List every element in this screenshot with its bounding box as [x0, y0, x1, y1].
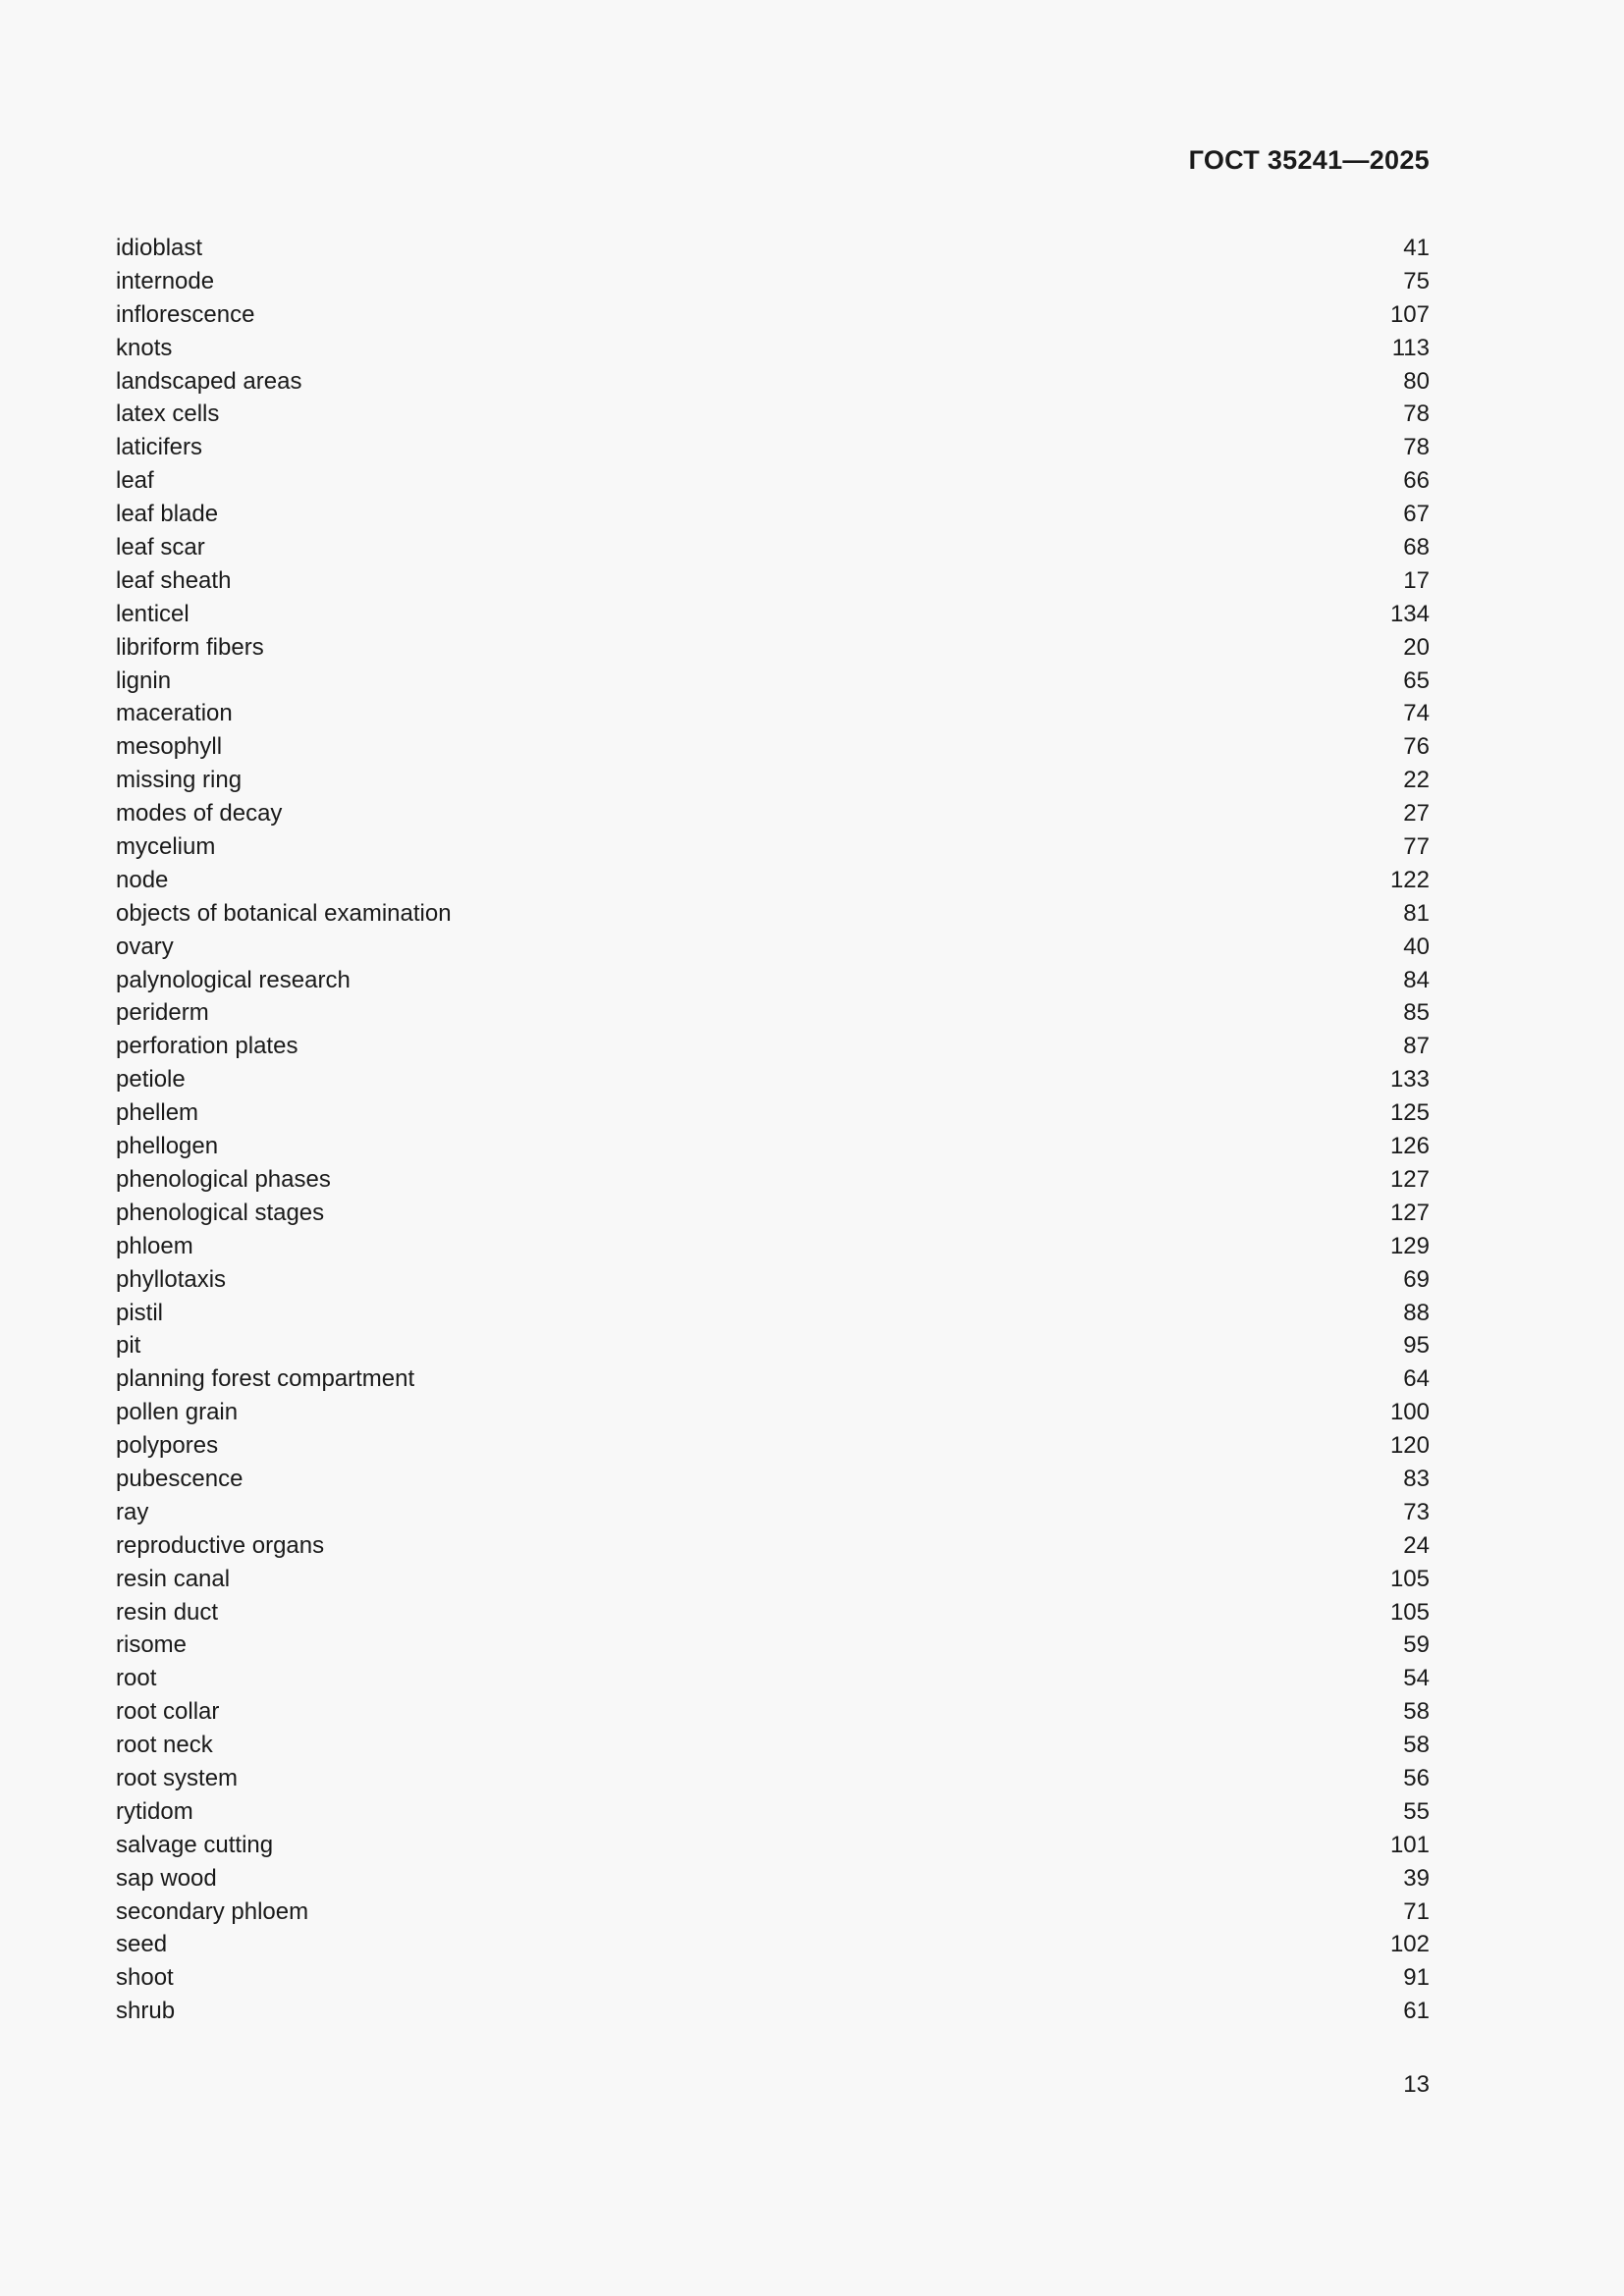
- index-reference-number: 113: [1391, 334, 1430, 361]
- index-term: ovary: [116, 933, 174, 960]
- index-entry: [116, 1263, 1430, 1297]
- index-entry: [116, 1030, 1430, 1063]
- index-term: lignin: [116, 667, 172, 694]
- index-reference-number: 65: [1403, 667, 1430, 694]
- index-term: pubescence: [116, 1465, 244, 1492]
- index-entry: [116, 1529, 1430, 1563]
- index-entry: [116, 1463, 1430, 1496]
- index-reference-number: 105: [1389, 1565, 1430, 1592]
- index-term: leaf scar: [116, 534, 205, 561]
- index-term: periderm: [116, 999, 209, 1027]
- index-term: pollen grain: [116, 1399, 239, 1426]
- index-entry: [116, 431, 1430, 464]
- index-entry: [116, 1596, 1430, 1629]
- index-entry: [116, 598, 1430, 631]
- index-entry: [116, 1862, 1430, 1896]
- index-term: salvage cutting: [116, 1831, 274, 1858]
- index-reference-number: 100: [1389, 1399, 1430, 1426]
- index-reference-number: 67: [1403, 501, 1430, 528]
- index-term: leaf blade: [116, 501, 219, 528]
- index-reference-number: 68: [1403, 534, 1430, 561]
- index-reference-number: 88: [1403, 1299, 1430, 1326]
- index-entry: [116, 697, 1430, 730]
- index-term: node: [116, 866, 169, 893]
- index-term: resin duct: [116, 1598, 219, 1626]
- index-entry: [116, 1230, 1430, 1263]
- index-term: sap wood: [116, 1864, 217, 1892]
- index-entry: [116, 665, 1430, 698]
- index-reference-number: 61: [1403, 1998, 1430, 2025]
- index-entry: [116, 1729, 1430, 1762]
- index-reference-number: 20: [1403, 633, 1430, 661]
- index-entry: [116, 996, 1430, 1030]
- index-entry: [116, 398, 1430, 431]
- index-entry: [116, 298, 1430, 332]
- index-reference-number: 87: [1403, 1033, 1430, 1060]
- index-entry: [116, 730, 1430, 764]
- index-term: rytidom: [116, 1797, 193, 1825]
- index-term: phyllotaxis: [116, 1265, 227, 1293]
- index-entry: [116, 1629, 1430, 1662]
- index-term: pistil: [116, 1299, 164, 1326]
- index-reference-number: 27: [1403, 800, 1430, 828]
- index-reference-number: 39: [1403, 1864, 1430, 1892]
- index-term: idioblast: [116, 235, 203, 261]
- index-term: petiole: [116, 1066, 186, 1094]
- index-reference-number: 73: [1403, 1498, 1430, 1525]
- index-term: leaf sheath: [116, 566, 232, 594]
- index-term: root collar: [116, 1698, 220, 1726]
- index-term: root neck: [116, 1732, 213, 1759]
- index-reference-number: 80: [1403, 367, 1430, 395]
- index-term: resin canal: [116, 1565, 231, 1592]
- index-entry: [116, 1662, 1430, 1695]
- index-reference-number: 59: [1403, 1631, 1430, 1659]
- index-reference-number: 120: [1389, 1432, 1430, 1460]
- index-reference-number: 58: [1403, 1732, 1430, 1759]
- index-reference-number: 91: [1403, 1964, 1430, 1992]
- index-entry: [116, 1563, 1430, 1596]
- index-entry: [116, 931, 1430, 964]
- index-entry: [116, 1329, 1430, 1362]
- index-entry: [116, 564, 1430, 598]
- index-term: polypores: [116, 1432, 219, 1460]
- index-entry: [116, 498, 1430, 531]
- index-reference-number: 133: [1389, 1066, 1430, 1094]
- index-term: shrub: [116, 1998, 176, 2025]
- index-entry: [116, 864, 1430, 897]
- index-entry: [116, 1829, 1430, 1862]
- index-entry: [116, 897, 1430, 931]
- index-entry: [116, 1197, 1430, 1230]
- index-reference-number: 129: [1389, 1232, 1430, 1259]
- index-entry: [116, 1961, 1430, 1995]
- index-term: objects of botanical examination: [116, 899, 452, 927]
- index-entry: [116, 1762, 1430, 1795]
- index-entry: [116, 464, 1430, 498]
- index-reference-number: 85: [1403, 999, 1430, 1027]
- index-reference-number: 84: [1403, 966, 1430, 993]
- index-reference-number: 54: [1403, 1665, 1430, 1692]
- index-reference-number: 127: [1389, 1165, 1430, 1193]
- index-reference-number: 105: [1389, 1598, 1430, 1626]
- index-term: inflorescence: [116, 300, 255, 328]
- index-term: phenological phases: [116, 1165, 331, 1193]
- index-reference-number: 74: [1403, 700, 1430, 727]
- index-term: modes of decay: [116, 800, 283, 828]
- index-term: mesophyll: [116, 733, 223, 761]
- index-entry: [116, 631, 1430, 665]
- index-reference-number: 126: [1389, 1133, 1430, 1160]
- index-term: palynological research: [116, 966, 351, 993]
- index-term: reproductive organs: [116, 1531, 325, 1559]
- index-term: perforation plates: [116, 1033, 298, 1060]
- index-reference-number: 75: [1403, 267, 1430, 294]
- index-entry: [116, 1063, 1430, 1096]
- index-reference-number: 69: [1403, 1265, 1430, 1293]
- index-term: knots: [116, 334, 173, 361]
- index-reference-number: 56: [1403, 1764, 1430, 1791]
- index-term: leaf: [116, 467, 154, 495]
- index-term: landscaped areas: [116, 367, 302, 395]
- index-reference-number: 76: [1403, 733, 1430, 761]
- index-entry: [116, 1795, 1430, 1829]
- index-entry: [116, 764, 1430, 797]
- index-entry: [116, 531, 1430, 564]
- index-term: planning forest compartment: [116, 1365, 415, 1393]
- index-entry: [116, 1429, 1430, 1463]
- index-term: lenticel: [116, 600, 189, 627]
- index-entry: [116, 1362, 1430, 1396]
- index-entry: [116, 964, 1430, 997]
- index-reference-number: 102: [1389, 1931, 1430, 1958]
- index-reference-number: 125: [1389, 1099, 1430, 1127]
- index-entry: [116, 232, 1430, 265]
- index-term: root system: [116, 1764, 239, 1791]
- index-term: phenological stages: [116, 1199, 325, 1226]
- term-index-list: [116, 232, 1430, 2028]
- index-reference-number: 122: [1389, 866, 1430, 893]
- index-reference-number: 40: [1403, 933, 1430, 960]
- index-entry: [116, 365, 1430, 399]
- index-entry: [116, 1695, 1430, 1729]
- index-reference-number: 41: [1403, 235, 1430, 261]
- index-term: shoot: [116, 1964, 174, 1992]
- index-reference-number: 107: [1389, 300, 1430, 328]
- index-term: ray: [116, 1498, 149, 1525]
- index-term: latex cells: [116, 400, 220, 428]
- index-term: mycelium: [116, 833, 216, 861]
- index-reference-number: 81: [1403, 899, 1430, 927]
- index-term: laticifers: [116, 434, 203, 461]
- index-reference-number: 101: [1389, 1831, 1430, 1858]
- index-reference-number: 77: [1403, 833, 1430, 861]
- index-entry: [116, 830, 1430, 864]
- index-term: libriform fibers: [116, 633, 264, 661]
- index-reference-number: 83: [1403, 1465, 1430, 1492]
- index-entry: [116, 1995, 1430, 2028]
- index-term: missing ring: [116, 767, 243, 794]
- index-reference-number: 58: [1403, 1698, 1430, 1726]
- index-entry: [116, 1163, 1430, 1197]
- index-term: risome: [116, 1631, 188, 1659]
- document-code: ГОСТ 35241—2025: [1188, 145, 1430, 175]
- index-term: phloem: [116, 1232, 193, 1259]
- index-reference-number: 78: [1403, 434, 1430, 461]
- index-entry: [116, 1896, 1430, 1929]
- index-reference-number: 71: [1403, 1897, 1430, 1925]
- index-term: maceration: [116, 700, 233, 727]
- page-number: 13: [1403, 2071, 1430, 2098]
- index-entry: [116, 1928, 1430, 1961]
- index-entry: [116, 265, 1430, 298]
- index-entry: [116, 1096, 1430, 1130]
- index-entry: [116, 332, 1430, 365]
- index-reference-number: 17: [1403, 566, 1430, 594]
- index-term: pit: [116, 1332, 141, 1360]
- index-reference-number: 95: [1403, 1332, 1430, 1360]
- index-reference-number: 55: [1403, 1797, 1430, 1825]
- index-entry: [116, 797, 1430, 830]
- index-term: secondary phloem: [116, 1897, 309, 1925]
- index-reference-number: 78: [1403, 400, 1430, 428]
- index-entry: [116, 1396, 1430, 1429]
- index-entry: [116, 1130, 1430, 1163]
- index-reference-number: 22: [1403, 767, 1430, 794]
- index-entry: [116, 1297, 1430, 1330]
- index-reference-number: 127: [1389, 1199, 1430, 1226]
- index-term: phellogen: [116, 1133, 219, 1160]
- index-reference-number: 66: [1403, 467, 1430, 495]
- index-reference-number: 24: [1403, 1531, 1430, 1559]
- index-term: seed: [116, 1931, 168, 1958]
- index-reference-number: 134: [1389, 600, 1430, 627]
- index-entry: [116, 1496, 1430, 1529]
- index-term: root: [116, 1665, 157, 1692]
- index-term: internode: [116, 267, 215, 294]
- index-reference-number: 64: [1403, 1365, 1430, 1393]
- index-term: phellem: [116, 1099, 199, 1127]
